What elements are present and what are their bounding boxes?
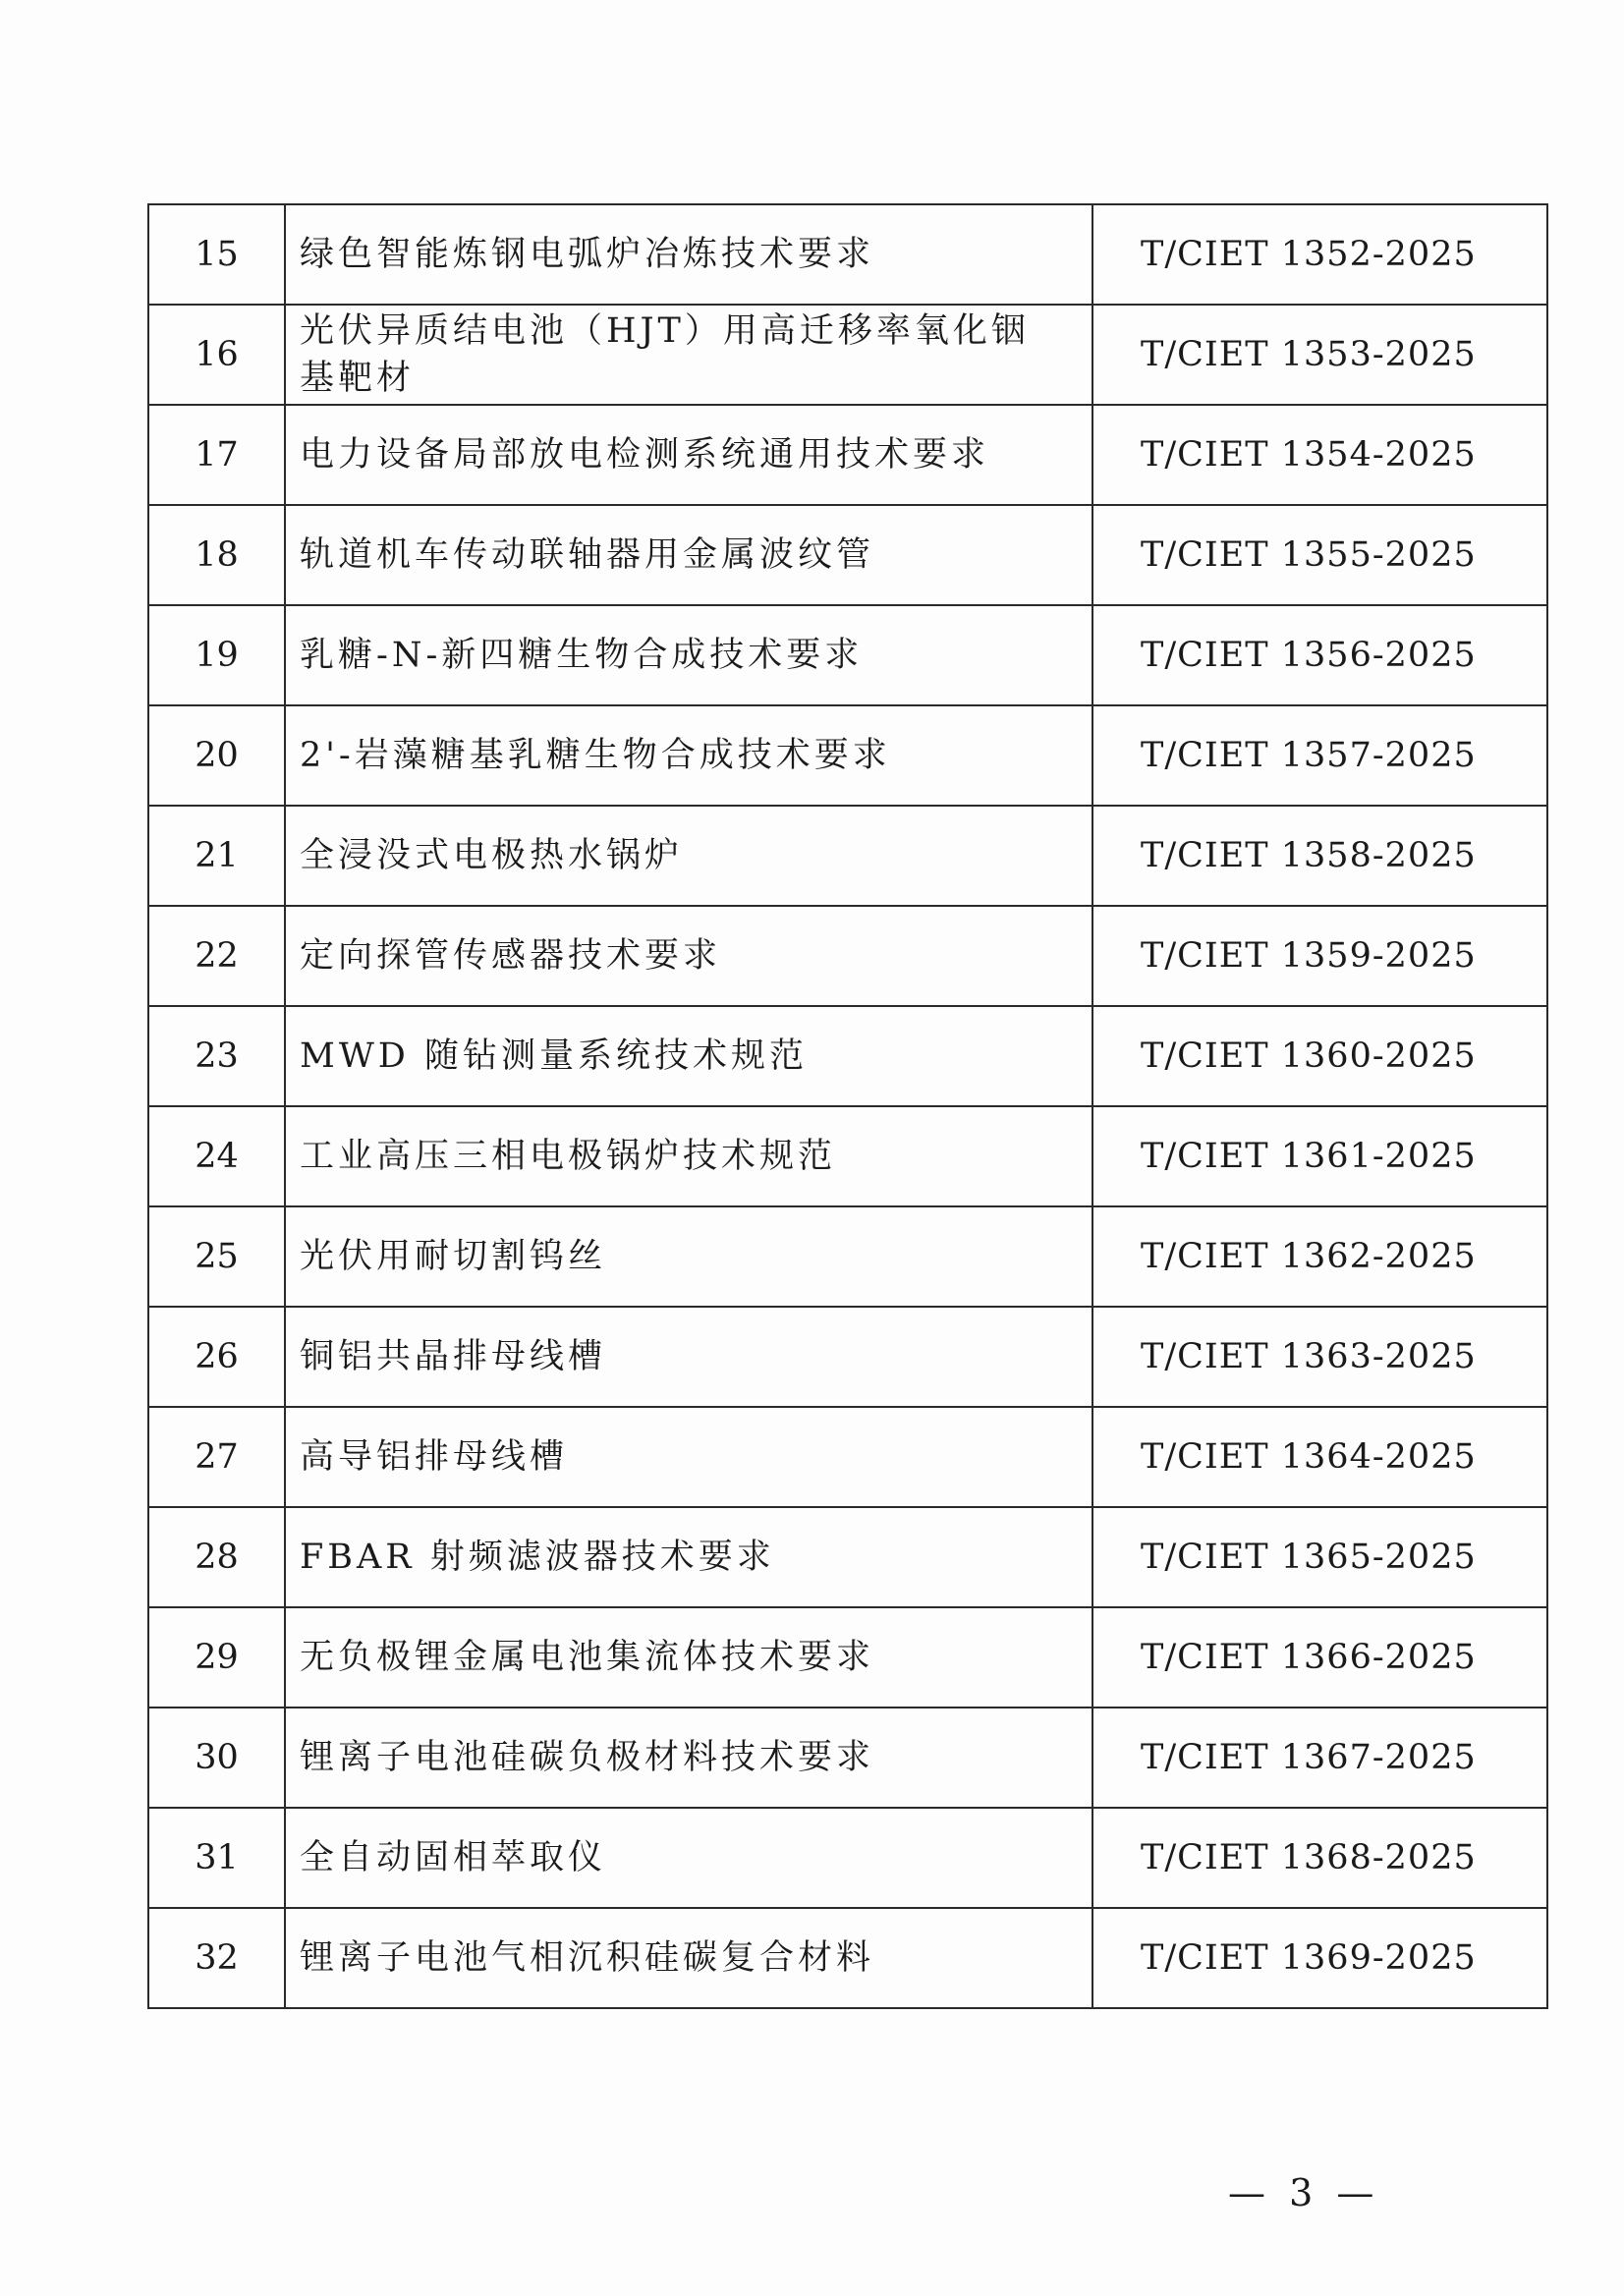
standard-name-cell: MWD 随钻测量系统技术规范 — [285, 1006, 1092, 1106]
standard-code-cell: T/CIET 1356-2025 — [1092, 605, 1547, 705]
table-row — [148, 1307, 1547, 1407]
row-number-cell: 22 — [148, 906, 285, 1006]
table-row — [148, 305, 1547, 405]
table-row — [148, 1507, 1547, 1607]
table-row — [148, 605, 1547, 705]
standard-code-cell: T/CIET 1360-2025 — [1092, 1006, 1547, 1106]
row-number-cell: 26 — [148, 1307, 285, 1407]
standard-code-cell: T/CIET 1363-2025 — [1092, 1307, 1547, 1407]
standard-name-cell: 2'-岩藻糖基乳糖生物合成技术要求 — [285, 705, 1092, 806]
row-number-cell: 28 — [148, 1507, 285, 1607]
row-number-cell: 29 — [148, 1607, 285, 1708]
table-row — [148, 505, 1547, 605]
standard-code-cell: T/CIET 1365-2025 — [1092, 1507, 1547, 1607]
row-number-cell: 21 — [148, 806, 285, 906]
table-row — [148, 1206, 1547, 1307]
table-row — [148, 1708, 1547, 1808]
row-number-cell: 23 — [148, 1006, 285, 1106]
standard-name-cell: 锂离子电池硅碳负极材料技术要求 — [285, 1708, 1092, 1808]
table-body — [148, 204, 1547, 2008]
standard-name-cell: 绿色智能炼钢电弧炉冶炼技术要求 — [285, 204, 1092, 305]
standard-code-cell: T/CIET 1358-2025 — [1092, 806, 1547, 906]
row-number-cell: 15 — [148, 204, 285, 305]
table-row — [148, 1607, 1547, 1708]
row-number-cell: 32 — [148, 1908, 285, 2008]
row-number-cell: 25 — [148, 1206, 285, 1307]
standard-code-cell: T/CIET 1369-2025 — [1092, 1908, 1547, 2008]
standard-name-cell: 锂离子电池气相沉积硅碳复合材料 — [285, 1908, 1092, 2008]
standard-code-cell: T/CIET 1353-2025 — [1092, 305, 1547, 405]
standard-code-cell: T/CIET 1364-2025 — [1092, 1407, 1547, 1507]
table-row — [148, 906, 1547, 1006]
standard-name-cell: 全自动固相萃取仪 — [285, 1808, 1092, 1908]
row-number-cell: 27 — [148, 1407, 285, 1507]
row-number-cell: 20 — [148, 705, 285, 806]
standard-name-cell: 乳糖-N-新四糖生物合成技术要求 — [285, 605, 1092, 705]
row-number-cell: 30 — [148, 1708, 285, 1808]
row-number-cell: 17 — [148, 405, 285, 505]
row-number-cell: 19 — [148, 605, 285, 705]
standard-code-cell: T/CIET 1352-2025 — [1092, 204, 1547, 305]
table-row — [148, 204, 1547, 305]
standard-name-cell: FBAR 射频滤波器技术要求 — [285, 1507, 1092, 1607]
row-number-cell: 31 — [148, 1808, 285, 1908]
table-row — [148, 1106, 1547, 1206]
standard-name-cell: 光伏用耐切割钨丝 — [285, 1206, 1092, 1307]
standard-name-cell: 定向探管传感器技术要求 — [285, 906, 1092, 1006]
standard-code-cell: T/CIET 1362-2025 — [1092, 1206, 1547, 1307]
table-row — [148, 1908, 1547, 2008]
standard-name-cell: 无负极锂金属电池集流体技术要求 — [285, 1607, 1092, 1708]
row-number-cell: 24 — [148, 1106, 285, 1206]
table-row — [148, 1407, 1547, 1507]
standard-name-cell: 高导铝排母线槽 — [285, 1407, 1092, 1507]
standard-name-cell: 电力设备局部放电检测系统通用技术要求 — [285, 405, 1092, 505]
table-row — [148, 1006, 1547, 1106]
table-row — [148, 405, 1547, 505]
standard-code-cell: T/CIET 1359-2025 — [1092, 906, 1547, 1006]
table-row — [148, 705, 1547, 806]
standard-name-cell: 工业高压三相电极锅炉技术规范 — [285, 1106, 1092, 1206]
standard-code-cell: T/CIET 1366-2025 — [1092, 1607, 1547, 1708]
standard-name-cell: 铜铝共晶排母线槽 — [285, 1307, 1092, 1407]
page-number: — 3 — — [1228, 2171, 1380, 2214]
standard-code-cell: T/CIET 1367-2025 — [1092, 1708, 1547, 1808]
standard-name-cell: 全浸没式电极热水锅炉 — [285, 806, 1092, 906]
standard-code-cell: T/CIET 1361-2025 — [1092, 1106, 1547, 1206]
table-row — [148, 1808, 1547, 1908]
row-number-cell: 16 — [148, 305, 285, 405]
standard-code-cell: T/CIET 1354-2025 — [1092, 405, 1547, 505]
standard-code-cell: T/CIET 1355-2025 — [1092, 505, 1547, 605]
standard-code-cell: T/CIET 1368-2025 — [1092, 1808, 1547, 1908]
standard-name-cell: 轨道机车传动联轴器用金属波纹管 — [285, 505, 1092, 605]
table-row — [148, 806, 1547, 906]
standards-table — [147, 203, 1548, 2009]
standard-code-cell: T/CIET 1357-2025 — [1092, 705, 1547, 806]
row-number-cell: 18 — [148, 505, 285, 605]
standard-name-cell: 光伏异质结电池（HJT）用高迁移率氧化铟基靶材 — [285, 305, 1092, 405]
